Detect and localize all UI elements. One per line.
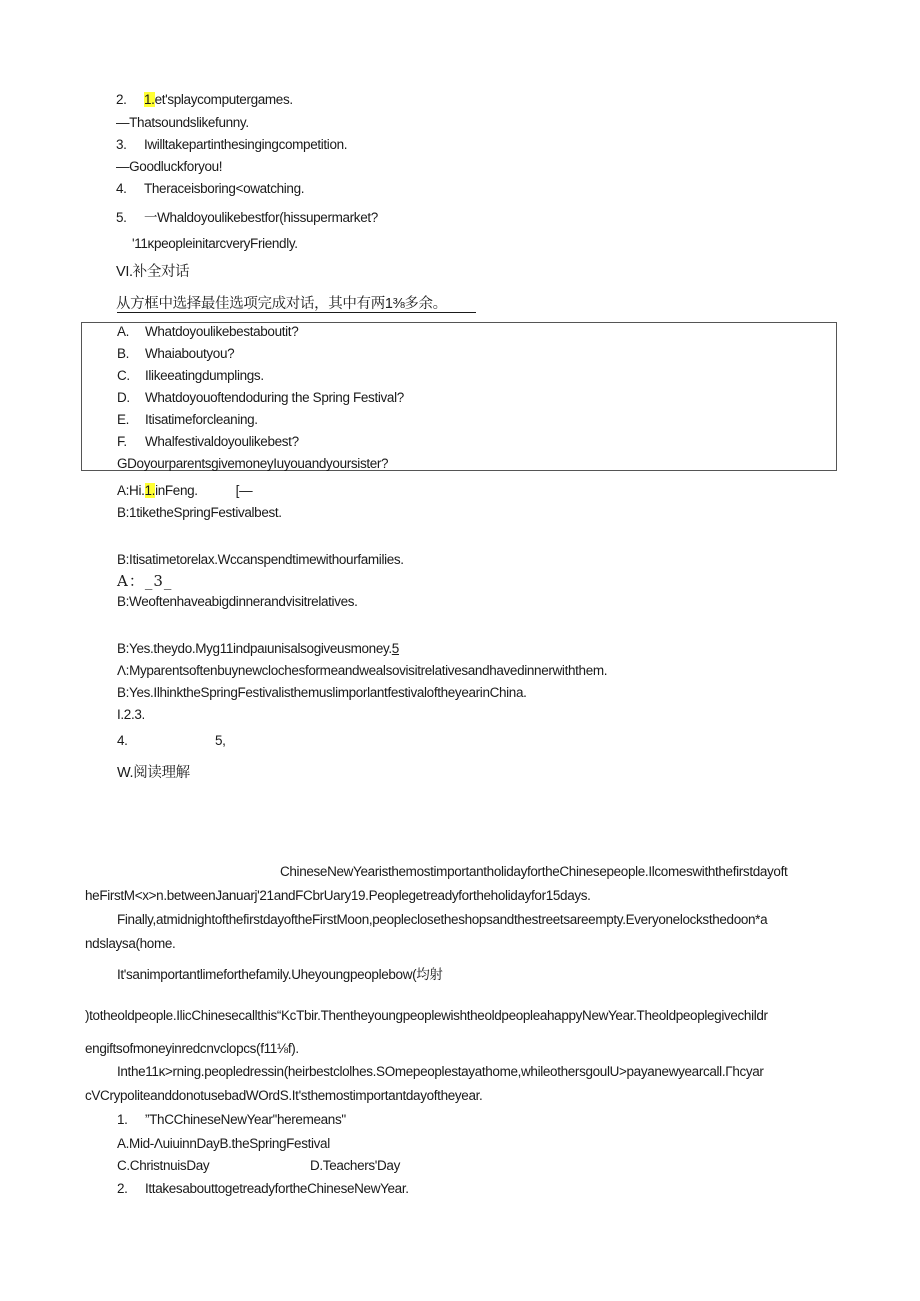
item-number: 2. (116, 92, 127, 107)
answer-row-2a: 4. (117, 733, 128, 748)
item-4 (116, 180, 304, 198)
option-text: Whatdoyoulikebestaboutit? (145, 324, 299, 339)
option-letter: E. (117, 412, 130, 427)
speaker-text: A:Hi. (117, 483, 145, 498)
option-text: Whaiaboutyou? (145, 346, 235, 361)
passage-line: ndslaysa(home. (85, 936, 176, 951)
item-number: 3. (116, 137, 127, 152)
dialog-line-a4: Λ:Myparentsoftenbuynewclochesformeandwealsovisitrelativesandhavedinnerwiththem. (117, 663, 608, 678)
speaker-text: inFeng. (155, 483, 198, 498)
item-text: 一Whaldoyoulikebestfor(hissupermarket? (144, 210, 378, 225)
question-number: 1. (117, 1112, 128, 1127)
passage-line: cVCrypoliteanddonotusebadWOrdS.It'sthemostimportantdayoftheyear. (85, 1088, 483, 1103)
option-b (117, 345, 234, 363)
option-letter: D. (117, 390, 130, 405)
passage-line: Finally,atmidnightofthefirstdayoftheFirstMoon,peopleclosetheshopsandthestreetsareempty.Everyonelocksthedoon*a (117, 912, 768, 927)
item-2 (116, 91, 293, 109)
option-a (117, 323, 298, 341)
dialog-line-b4 (117, 640, 399, 658)
option-text: Itisatimeforcleaning. (145, 412, 258, 427)
question-1-options-ab: A.Mid-ΛuiuinnDayB.theSpringFestival (117, 1136, 330, 1151)
section-instruction: 从方框中选择最佳选项完成对话，其中有两1⅜多余。 (116, 296, 447, 312)
passage-line: It'sanimportantlimeforthefamily.Uheyoungpeoplebow(均射 (117, 967, 443, 982)
passage-line: engiftsofmoneyinredcnvclopcs(f11⅛f). (85, 1041, 299, 1056)
answer-row-2b: 5, (215, 733, 226, 748)
option-letter: F. (117, 434, 127, 449)
question-text: IttakesabouttogetreadyfortheChineseNewYear. (145, 1181, 409, 1196)
option-letter: A. (117, 324, 130, 339)
response-5: '11κpeopleinitarcveryFriendly. (132, 236, 298, 251)
passage-line: heFirstM<x>n.betweenJanuarj'21andFCbrUary19.Peoplegetreadyfortheholidayfor15days. (85, 888, 591, 903)
option-d (117, 389, 404, 407)
dialog-line-b2: B:Itisatimetorelax.Wccanspendtimewithourfamilies. (117, 552, 404, 567)
section-title-dialog: VI.补全对话 (116, 264, 190, 280)
question-1 (117, 1111, 346, 1129)
item-number: 4. (116, 181, 127, 196)
dialog-mark: [— (235, 483, 253, 498)
item-5 (116, 209, 378, 227)
item-text: et'splaycomputergames. (154, 92, 293, 107)
question-1-option-d: D.Teachers'Day (310, 1158, 400, 1173)
question-number: 2. (117, 1181, 128, 1196)
question-1-option-c: C.ChristnuisDay (117, 1158, 210, 1173)
dialog-line-b3: B:Weoftenhaveabigdinnerandvisitrelatives. (117, 594, 358, 609)
question-2 (117, 1180, 409, 1198)
option-f (117, 433, 299, 451)
option-letter: B. (117, 346, 130, 361)
highlighted-blank: 1. (144, 92, 155, 107)
item-text: Iwilltakepartinthesingingcompetition. (144, 137, 348, 152)
passage-line: Inthe11κ>rning.peopledressin(heirbestclolhes.SOmepeoplestayathome,whileothersgoulU>payanewyearcall.Γhcyar (117, 1064, 764, 1079)
option-text: GDoyourparentsgivemoneyIuyouandyoursister? (117, 456, 389, 471)
section-title-reading: W.阅读理解 (117, 765, 190, 781)
option-e (117, 411, 258, 429)
option-g (117, 455, 388, 473)
dialog-line-b5: B:Yes.IlhinktheSpringFestivalisthemuslimporlantfestivaloftheyearinChina. (117, 685, 527, 700)
option-text: Whalfestivaldoyoulikebest? (145, 434, 299, 449)
dialog-line-a3: A：_3_ (117, 572, 173, 590)
answer-row-1: I.2.3. (117, 707, 145, 722)
response-2: —Thatsoundslikefunny. (116, 115, 249, 130)
question-text: ”ThCChineseNewYear''heremeans" (145, 1112, 346, 1127)
passage-line: ChineseNewYearisthemostimportantholidayfortheChinesepeople.Ilcomeswiththefirstdayoft (280, 864, 788, 879)
instruction-underline (117, 312, 476, 313)
item-text: Theraceisboring<owatching. (144, 181, 305, 196)
speaker-text: B:Yes.theydo.Myg11indpaιunisalsogiveusmoney. (117, 641, 392, 656)
option-letter: C. (117, 368, 130, 383)
highlighted-blank: 1. (144, 483, 156, 498)
option-text: Ilikeeatingdumplings. (145, 368, 264, 383)
option-c (117, 367, 264, 385)
item-number: 5. (116, 210, 127, 225)
passage-line: )totheoldpeople.IlicChinesecallthis“KcTbir.ThentheyoungpeoplewishtheoldpeopleahappyNewYear.Theoldpeoplegivechildr (85, 1008, 768, 1023)
item-3 (116, 136, 347, 154)
dialog-line-a1 (117, 482, 252, 500)
blank-number: 5 (391, 641, 399, 656)
option-text: Whatdoyouoftendoduring the Spring Festival? (145, 390, 404, 405)
dialog-line-b1: B:1tiketheSpringFestivalbest. (117, 505, 282, 520)
response-3: —Goodluckforyou! (116, 159, 223, 174)
